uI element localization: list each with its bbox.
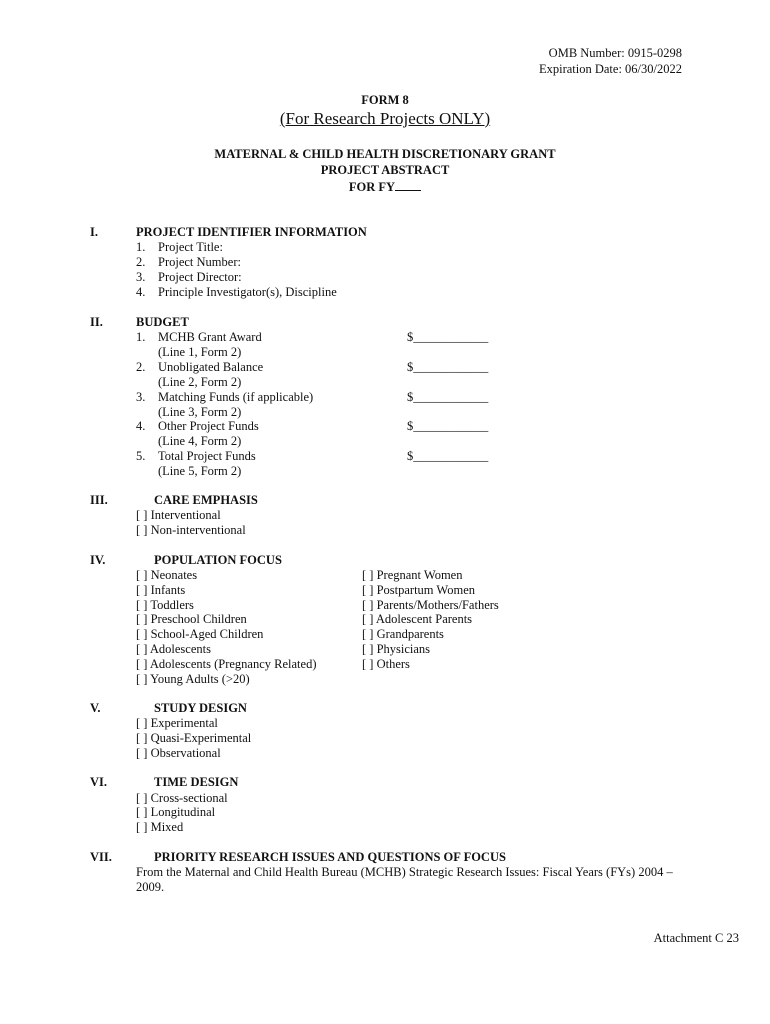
- section-heading: TIME DESIGN: [154, 775, 239, 789]
- checkbox-item[interactable]: [ ] Grandparents: [362, 627, 444, 641]
- form-title-line3: [0, 179, 770, 195]
- budget-item: 2. Unobligated Balance (Line 2, Form 2): [136, 360, 264, 389]
- section-heading: PROJECT IDENTIFIER INFORMATION: [136, 225, 367, 239]
- checkbox-item[interactable]: [ ] Pregnant Women: [362, 568, 463, 582]
- section-number: V.: [90, 701, 101, 715]
- checkbox-item[interactable]: [ ] Neonates: [136, 568, 198, 582]
- budget-amount-field[interactable]: $____________: [407, 449, 489, 463]
- section-number: IV.: [90, 553, 106, 567]
- budget-item: 5. Total Project Funds (Line 5, Form 2): [136, 449, 256, 478]
- budget-amount-field[interactable]: $____________: [407, 390, 489, 404]
- section-heading: STUDY DESIGN: [154, 701, 247, 715]
- checkbox-item[interactable]: [ ] Young Adults (>20): [136, 672, 250, 686]
- form-number: FORM 8: [361, 93, 409, 107]
- checkbox-item[interactable]: [ ] Parents/Mothers/Fathers: [362, 598, 499, 612]
- checkbox-item[interactable]: [ ] Longitudinal: [136, 805, 216, 819]
- page-footer: Attachment C 23: [653, 931, 739, 945]
- checkbox-item[interactable]: [ ] Cross-sectional: [136, 791, 228, 805]
- list-item: 1. Project Title:: [136, 240, 223, 254]
- list-item: 2. Project Number:: [136, 255, 241, 269]
- form-title-line2: PROJECT ABSTRACT: [320, 163, 450, 177]
- form-title-line1: MATERNAL & CHILD HEALTH DISCRETIONARY GRANT: [214, 147, 556, 161]
- section-heading: PRIORITY RESEARCH ISSUES AND QUESTIONS OF FOCUS: [154, 850, 506, 864]
- omb-number: OMB Number: 0915-0298: [548, 46, 682, 60]
- budget-amount-field[interactable]: $____________: [407, 330, 489, 344]
- budget-amount-field[interactable]: $____________: [407, 360, 489, 374]
- section-number: III.: [90, 493, 108, 507]
- checkbox-item[interactable]: [ ] Mixed: [136, 820, 184, 834]
- checkbox-item[interactable]: [ ] School-Aged Children: [136, 627, 264, 641]
- checkbox-item[interactable]: [ ] Preschool Children: [136, 612, 247, 626]
- checkbox-item[interactable]: [ ] Others: [362, 657, 410, 671]
- fiscal-year-label: FOR FY: [348, 180, 396, 194]
- fiscal-year-field[interactable]: [395, 179, 421, 191]
- checkbox-item[interactable]: [ ] Infants: [136, 583, 186, 597]
- section-number: II.: [90, 315, 103, 329]
- section-number: VI.: [90, 775, 108, 789]
- priority-research-text: From the Maternal and Child Health Bureau (MCHB) Strategic Research Issues: Fiscal Years (FYs) 2004 – 2009.: [136, 865, 673, 894]
- section-heading: BUDGET: [136, 315, 189, 329]
- section-heading: POPULATION FOCUS: [154, 553, 282, 567]
- checkbox-item[interactable]: [ ] Adolescent Parents: [362, 612, 473, 626]
- checkbox-item[interactable]: [ ] Toddlers: [136, 598, 194, 612]
- checkbox-item[interactable]: [ ] Adolescents: [136, 642, 211, 656]
- section-number: VII.: [90, 850, 112, 864]
- expiration-date: Expiration Date: 06/30/2022: [538, 62, 682, 76]
- checkbox-item[interactable]: [ ] Adolescents (Pregnancy Related): [136, 657, 317, 671]
- checkbox-item[interactable]: [ ] Observational: [136, 746, 221, 760]
- budget-amount-field[interactable]: $____________: [407, 419, 489, 433]
- budget-item: 4. Other Project Funds (Line 4, Form 2): [136, 419, 259, 448]
- budget-item: 3. Matching Funds (if applicable) (Line 3, Form 2): [136, 390, 314, 419]
- form-subtitle: (For Research Projects ONLY): [279, 109, 491, 128]
- section-number: I.: [90, 225, 98, 239]
- checkbox-item[interactable]: [ ] Postpartum Women: [362, 583, 475, 597]
- list-item: 4. Principle Investigator(s), Discipline: [136, 285, 337, 299]
- checkbox-item[interactable]: [ ] Quasi-Experimental: [136, 731, 252, 745]
- budget-item: 1. MCHB Grant Award (Line 1, Form 2): [136, 330, 262, 359]
- list-item: 3. Project Director:: [136, 270, 242, 284]
- checkbox-item[interactable]: [ ] Interventional: [136, 508, 221, 522]
- checkbox-item[interactable]: [ ] Non-interventional: [136, 523, 246, 537]
- checkbox-item[interactable]: [ ] Experimental: [136, 716, 218, 730]
- section-heading: CARE EMPHASIS: [154, 493, 258, 507]
- checkbox-item[interactable]: [ ] Physicians: [362, 642, 431, 656]
